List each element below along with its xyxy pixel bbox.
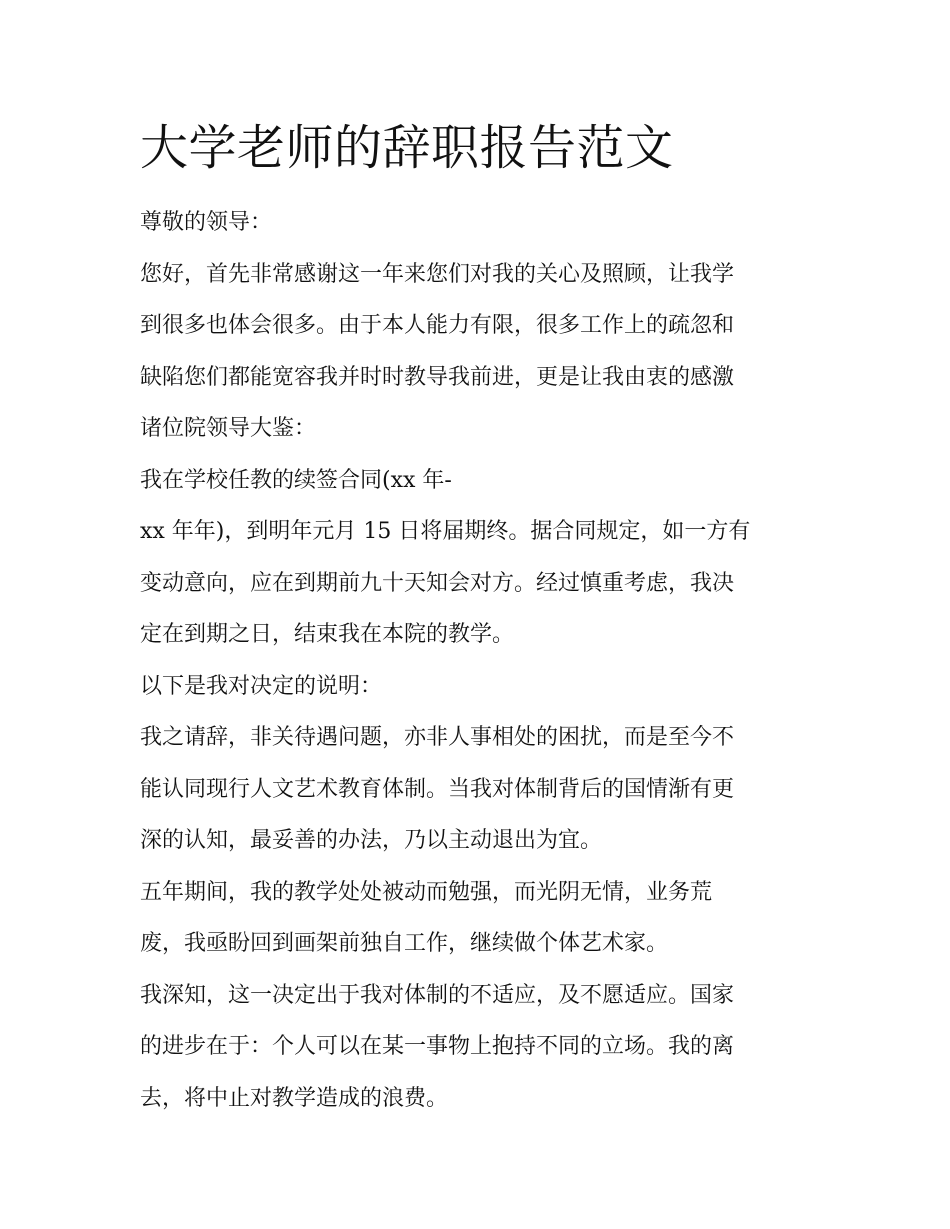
text-line: 废，我亟盼回到画架前独自工作，继续做个体艺术家。 bbox=[140, 931, 669, 956]
text-line: 到很多也体会很多。由于本人能力有限，很多工作上的疏忽和 bbox=[140, 313, 735, 338]
document-title: 大学老师的辞职报告范文 bbox=[140, 120, 674, 176]
text-line: 去，将中止对教学造成的浪费。 bbox=[140, 1085, 449, 1111]
text-line: 我在学校任教的续签合同(xx 年- bbox=[140, 467, 452, 493]
text-line: 以下是我对决定的说明： bbox=[140, 673, 383, 699]
text-line: 诸位院领导大鉴： bbox=[140, 416, 317, 441]
text-line: 尊敬的领导： bbox=[140, 210, 273, 235]
document-body bbox=[140, 112, 815, 1125]
text-line: 深的认知，最妥善的办法，乃以主动退出为宜。 bbox=[140, 828, 603, 853]
text-line: 定在到期之日，结束我在本院的教学。 bbox=[140, 622, 515, 647]
text-line: 能认同现行人文艺术教育体制。当我对体制背后的国情渐有更 bbox=[140, 776, 735, 802]
text-line: 缺陷您们都能宽容我并时时教导我前进，更是让我由衷的感激 bbox=[140, 364, 735, 390]
text-line: 我之请辞，非关待遇问题，亦非人事相处的困扰，而是至今不 bbox=[140, 725, 735, 750]
text-line: 五年期间，我的教学处处被动而勉强，而光阴无情，业务荒 bbox=[140, 879, 713, 905]
text-line: 您好，首先非常感谢这一年来您们对我的关心及照顾，让我学 bbox=[140, 261, 735, 287]
text-line: xx 年年)，到明年元月 15 日将届期终。据合同规定，如一方有 bbox=[140, 519, 751, 544]
text-line: 的进步在于：个人可以在某一事物上抱持不同的立场。我的离 bbox=[140, 1034, 735, 1059]
document-text bbox=[140, 198, 815, 1124]
text-line: 变动意向，应在到期前九十天知会对方。经过慎重考虑，我决 bbox=[140, 570, 735, 596]
text-line: 我深知，这一决定出于我对体制的不适应，及不愿适应。国家 bbox=[140, 982, 735, 1008]
